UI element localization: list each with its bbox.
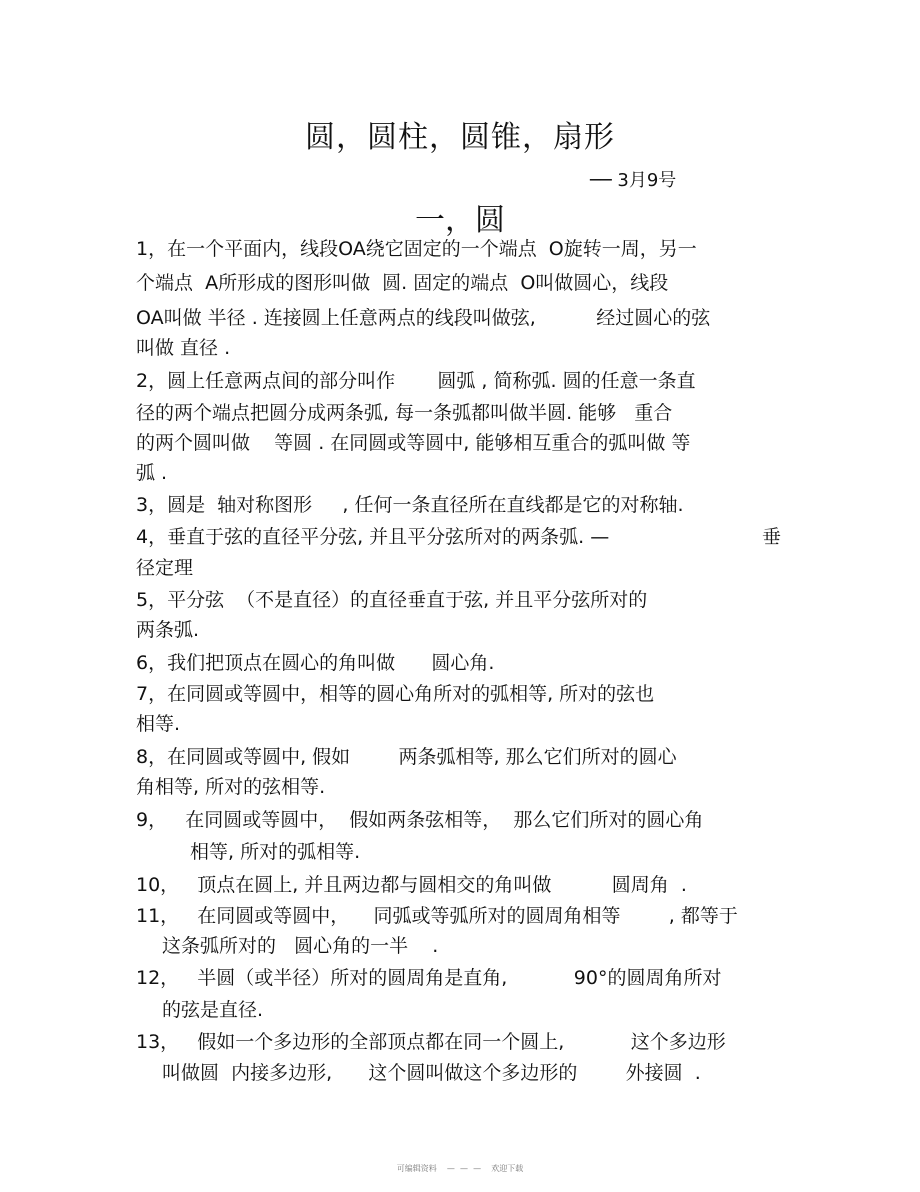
text-line: OA叫做 半径 . 连接圆上任意两点的线段叫做弦, 经过圆心的弦 xyxy=(136,307,711,329)
page-footer: 可编辑资料 — — — 欢迎下载 xyxy=(396,1164,524,1173)
text-line: 两条弧. xyxy=(136,619,200,641)
text-line: 叫做 直径 . xyxy=(136,337,231,359)
text-line: 9， 在同圆或等圆中， 假如两条弦相等， 那么它们所对的圆心角 xyxy=(136,809,704,831)
page-title: 圆，圆柱，圆锥，扇形 xyxy=(305,120,615,155)
text-line: 11， 在同圆或等圆中， 同弧或等弧所对的圆周角相等 , 都等于 xyxy=(136,905,738,927)
text-line: 3，圆是 轴对称图形 , 任何一条直径所在直线都是它的对称轴. xyxy=(136,494,684,516)
text-line: 个端点 A所形成的图形叫做 圆. 固定的端点 O叫做圆心，线段 xyxy=(136,272,669,294)
text-line: 12， 半圆（或半径）所对的圆周角是直角, 90°的圆周角所对 xyxy=(136,967,722,989)
text-line: 6，我们把顶点在圆心的角叫做 圆心角. xyxy=(136,652,495,674)
text-line: 弧 . xyxy=(136,462,168,484)
text-line: 垂 xyxy=(762,526,782,548)
text-line: 2，圆上任意两点间的部分叫作 圆弧 , 简称弧. 圆的任意一条直 xyxy=(136,370,696,392)
text-line: 叫做圆 内接多边形, 这个圆叫做这个多边形的 外接圆 . xyxy=(162,1062,701,1084)
text-line: 13， 假如一个多边形的全部顶点都在同一个圆上, 这个多边形 xyxy=(136,1031,726,1053)
text-line: 1，在一个平面内，线段OA绕它固定的一个端点 O旋转一周，另一 xyxy=(136,238,697,260)
text-line: 4，垂直于弦的直径平分弦, 并且平分弦所对的两条弧. — xyxy=(136,526,610,548)
text-line: 径的两个端点把圆分成两条弧, 每一条弧都叫做半圆. 能够 重合 xyxy=(136,402,673,424)
text-line: 径定理 xyxy=(136,557,194,579)
text-line: 这条弧所对的 圆心角的一半 . xyxy=(162,935,439,957)
text-line: 相等. xyxy=(136,713,181,735)
date-line: ── 3月9号 xyxy=(590,170,677,191)
text-line: 相等, 所对的弧相等. xyxy=(190,841,361,863)
text-line: 5，平分弦 （不是直径）的直径垂直于弦, 并且平分弦所对的 xyxy=(136,589,648,611)
text-line: 7，在同圆或等圆中，相等的圆心角所对的弧相等, 所对的弦也 xyxy=(136,683,655,705)
section-heading: 一，圆 xyxy=(415,203,505,238)
text-line: 角相等, 所对的弦相等. xyxy=(136,776,326,798)
text-line: 8，在同圆或等圆中, 假如 两条弧相等, 那么它们所对的圆心 xyxy=(136,746,677,768)
text-line: 10， 顶点在圆上, 并且两边都与圆相交的角叫做 圆周角 . xyxy=(136,874,687,896)
text-line: 的两个圆叫做 等圆 . 在同圆或等圆中, 能够相互重合的弧叫做 等 xyxy=(136,432,691,454)
text-line: 的弦是直径. xyxy=(162,999,264,1021)
